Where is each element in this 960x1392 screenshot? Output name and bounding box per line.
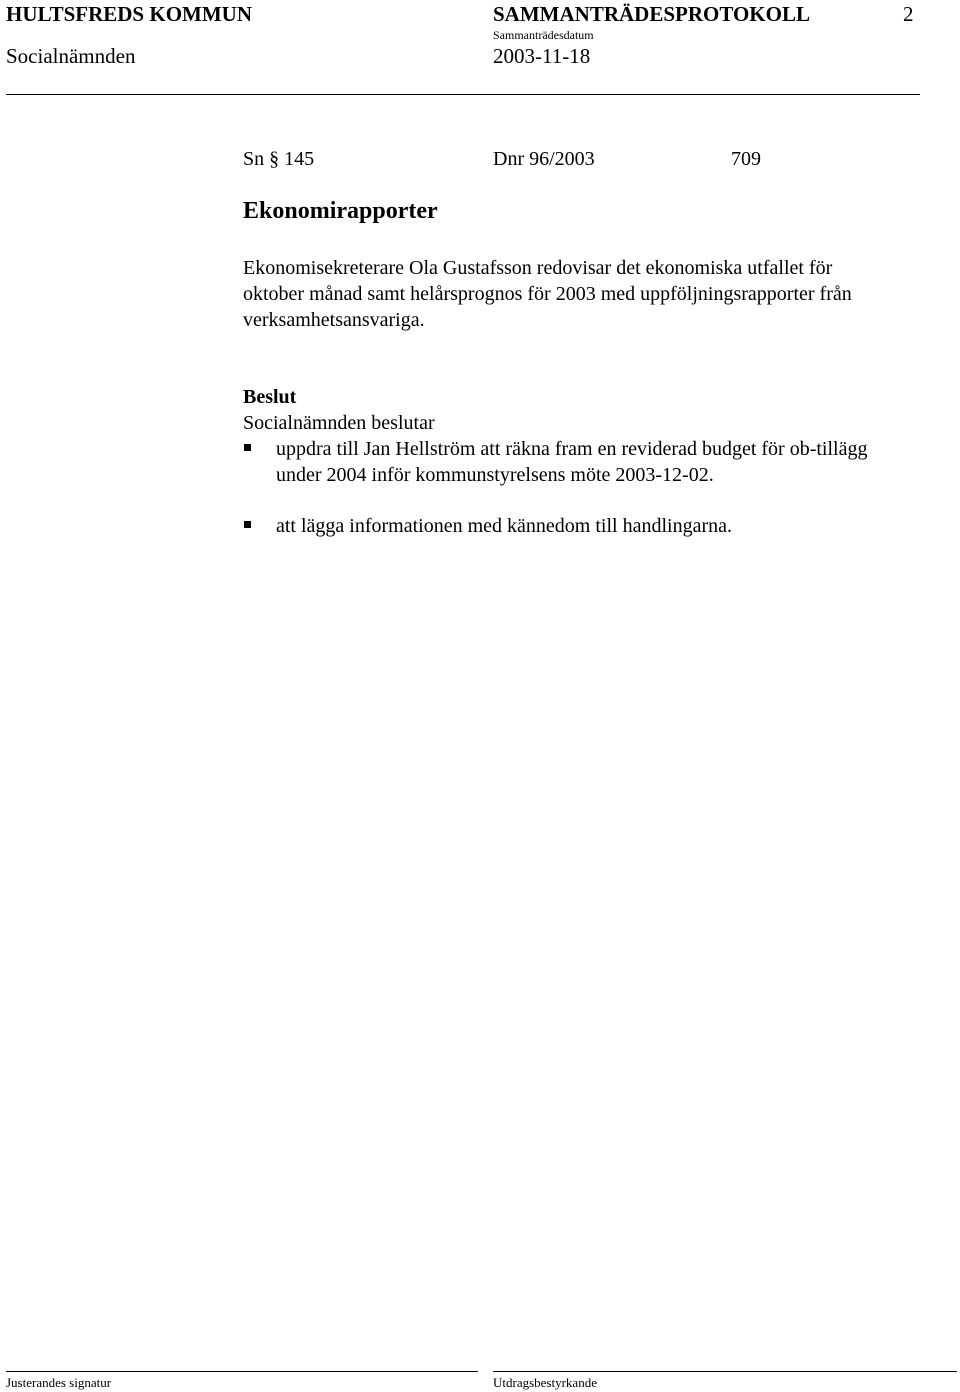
header-divider: [6, 94, 920, 95]
document-type: SAMMANTRÄDESPROTOKOLL: [493, 2, 810, 26]
decision-item-line: uppdra till Jan Hellström att räkna fram en reviderad budget för ob-tillägg: [276, 438, 868, 460]
footer-rule-right: [493, 1371, 957, 1372]
bullet-icon: [244, 444, 251, 451]
certification-label: Utdragsbestyrkande: [493, 1375, 597, 1390]
meeting-date: 2003-11-18: [493, 44, 591, 68]
decision-item-line: under 2004 inför kommunstyrelsens möte 2003-12-02.: [276, 464, 714, 486]
paragraph-number: Sn § 145: [243, 148, 315, 170]
bullet-icon: [244, 521, 251, 528]
signature-label: Justerandes signatur: [6, 1375, 112, 1390]
intro-line: Ekonomisekreterare Ola Gustafsson redovisar det ekonomiska utfallet för: [243, 257, 833, 279]
intro-line: oktober månad samt helårsprognos för 2003 med uppföljningsrapporter från: [243, 283, 852, 305]
decision-item: [276, 436, 867, 488]
footer-rule-left: [6, 1371, 478, 1372]
decision-lead: Socialnämnden beslutar: [243, 412, 435, 434]
intro-line: verksamhetsansvariga.: [243, 309, 425, 331]
decision-item: [276, 513, 732, 539]
decision-item-line: att lägga informationen med kännedom till handlingarna.: [276, 515, 732, 537]
page-number: 2: [903, 2, 914, 26]
intro-paragraph: [243, 255, 852, 333]
section-title: Ekonomirapporter: [243, 198, 438, 224]
archive-code: 709: [731, 148, 761, 170]
date-label: Sammanträdesdatum: [493, 28, 594, 42]
committee-name: Socialnämnden: [6, 44, 136, 68]
organization-name: HULTSFREDS KOMMUN: [6, 2, 253, 26]
diary-number: Dnr 96/2003: [493, 148, 595, 170]
decision-heading: Beslut: [243, 386, 297, 408]
